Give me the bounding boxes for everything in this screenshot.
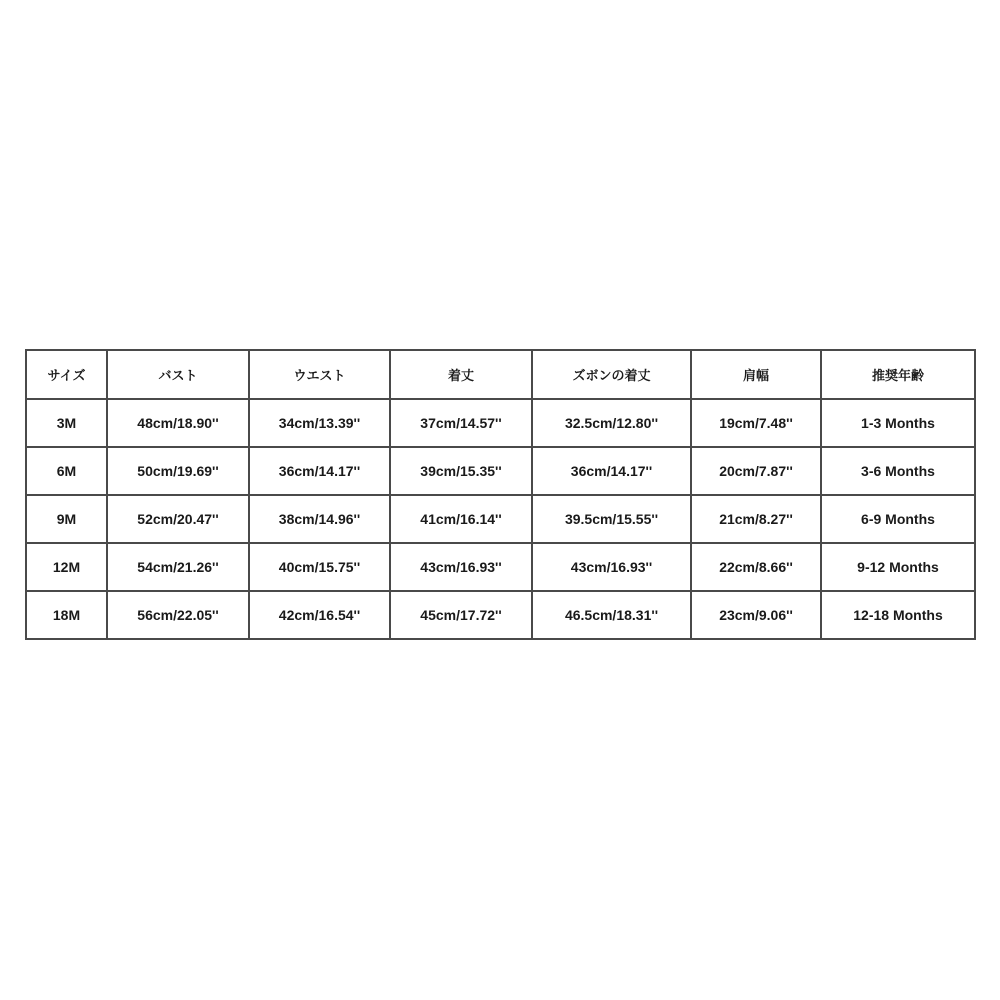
cell-waist: 36cm/14.17'' [249, 447, 390, 495]
cell-recommended-age: 6-9 Months [821, 495, 975, 543]
table-row [26, 591, 975, 639]
header-size: サイズ [26, 350, 107, 399]
size-chart-table [25, 349, 976, 640]
cell-size: 9M [26, 495, 107, 543]
header-bust: バスト [107, 350, 249, 399]
cell-size: 12M [26, 543, 107, 591]
cell-waist: 42cm/16.54'' [249, 591, 390, 639]
cell-bust: 52cm/20.47'' [107, 495, 249, 543]
table-row [26, 447, 975, 495]
cell-size: 3M [26, 399, 107, 447]
table-row [26, 495, 975, 543]
cell-waist: 34cm/13.39'' [249, 399, 390, 447]
table-row [26, 543, 975, 591]
cell-shoulder-width: 22cm/8.66'' [691, 543, 821, 591]
cell-length: 43cm/16.93'' [390, 543, 532, 591]
cell-pants-length: 36cm/14.17'' [532, 447, 691, 495]
header-shoulder-width: 肩幅 [691, 350, 821, 399]
table-row [26, 399, 975, 447]
cell-length: 37cm/14.57'' [390, 399, 532, 447]
cell-waist: 40cm/15.75'' [249, 543, 390, 591]
cell-recommended-age: 12-18 Months [821, 591, 975, 639]
cell-shoulder-width: 19cm/7.48'' [691, 399, 821, 447]
header-waist: ウエスト [249, 350, 390, 399]
cell-waist: 38cm/14.96'' [249, 495, 390, 543]
cell-recommended-age: 3-6 Months [821, 447, 975, 495]
cell-bust: 54cm/21.26'' [107, 543, 249, 591]
cell-bust: 48cm/18.90'' [107, 399, 249, 447]
cell-shoulder-width: 21cm/8.27'' [691, 495, 821, 543]
cell-size: 18M [26, 591, 107, 639]
cell-length: 41cm/16.14'' [390, 495, 532, 543]
cell-recommended-age: 9-12 Months [821, 543, 975, 591]
cell-pants-length: 46.5cm/18.31'' [532, 591, 691, 639]
cell-bust: 50cm/19.69'' [107, 447, 249, 495]
header-pants-length: ズボンの着丈 [532, 350, 691, 399]
cell-pants-length: 32.5cm/12.80'' [532, 399, 691, 447]
header-length: 着丈 [390, 350, 532, 399]
cell-shoulder-width: 23cm/9.06'' [691, 591, 821, 639]
cell-pants-length: 39.5cm/15.55'' [532, 495, 691, 543]
cell-length: 45cm/17.72'' [390, 591, 532, 639]
cell-pants-length: 43cm/16.93'' [532, 543, 691, 591]
cell-recommended-age: 1-3 Months [821, 399, 975, 447]
table-header-row [26, 350, 975, 399]
header-recommended-age: 推奨年齢 [821, 350, 975, 399]
cell-size: 6M [26, 447, 107, 495]
cell-shoulder-width: 20cm/7.87'' [691, 447, 821, 495]
cell-length: 39cm/15.35'' [390, 447, 532, 495]
cell-bust: 56cm/22.05'' [107, 591, 249, 639]
